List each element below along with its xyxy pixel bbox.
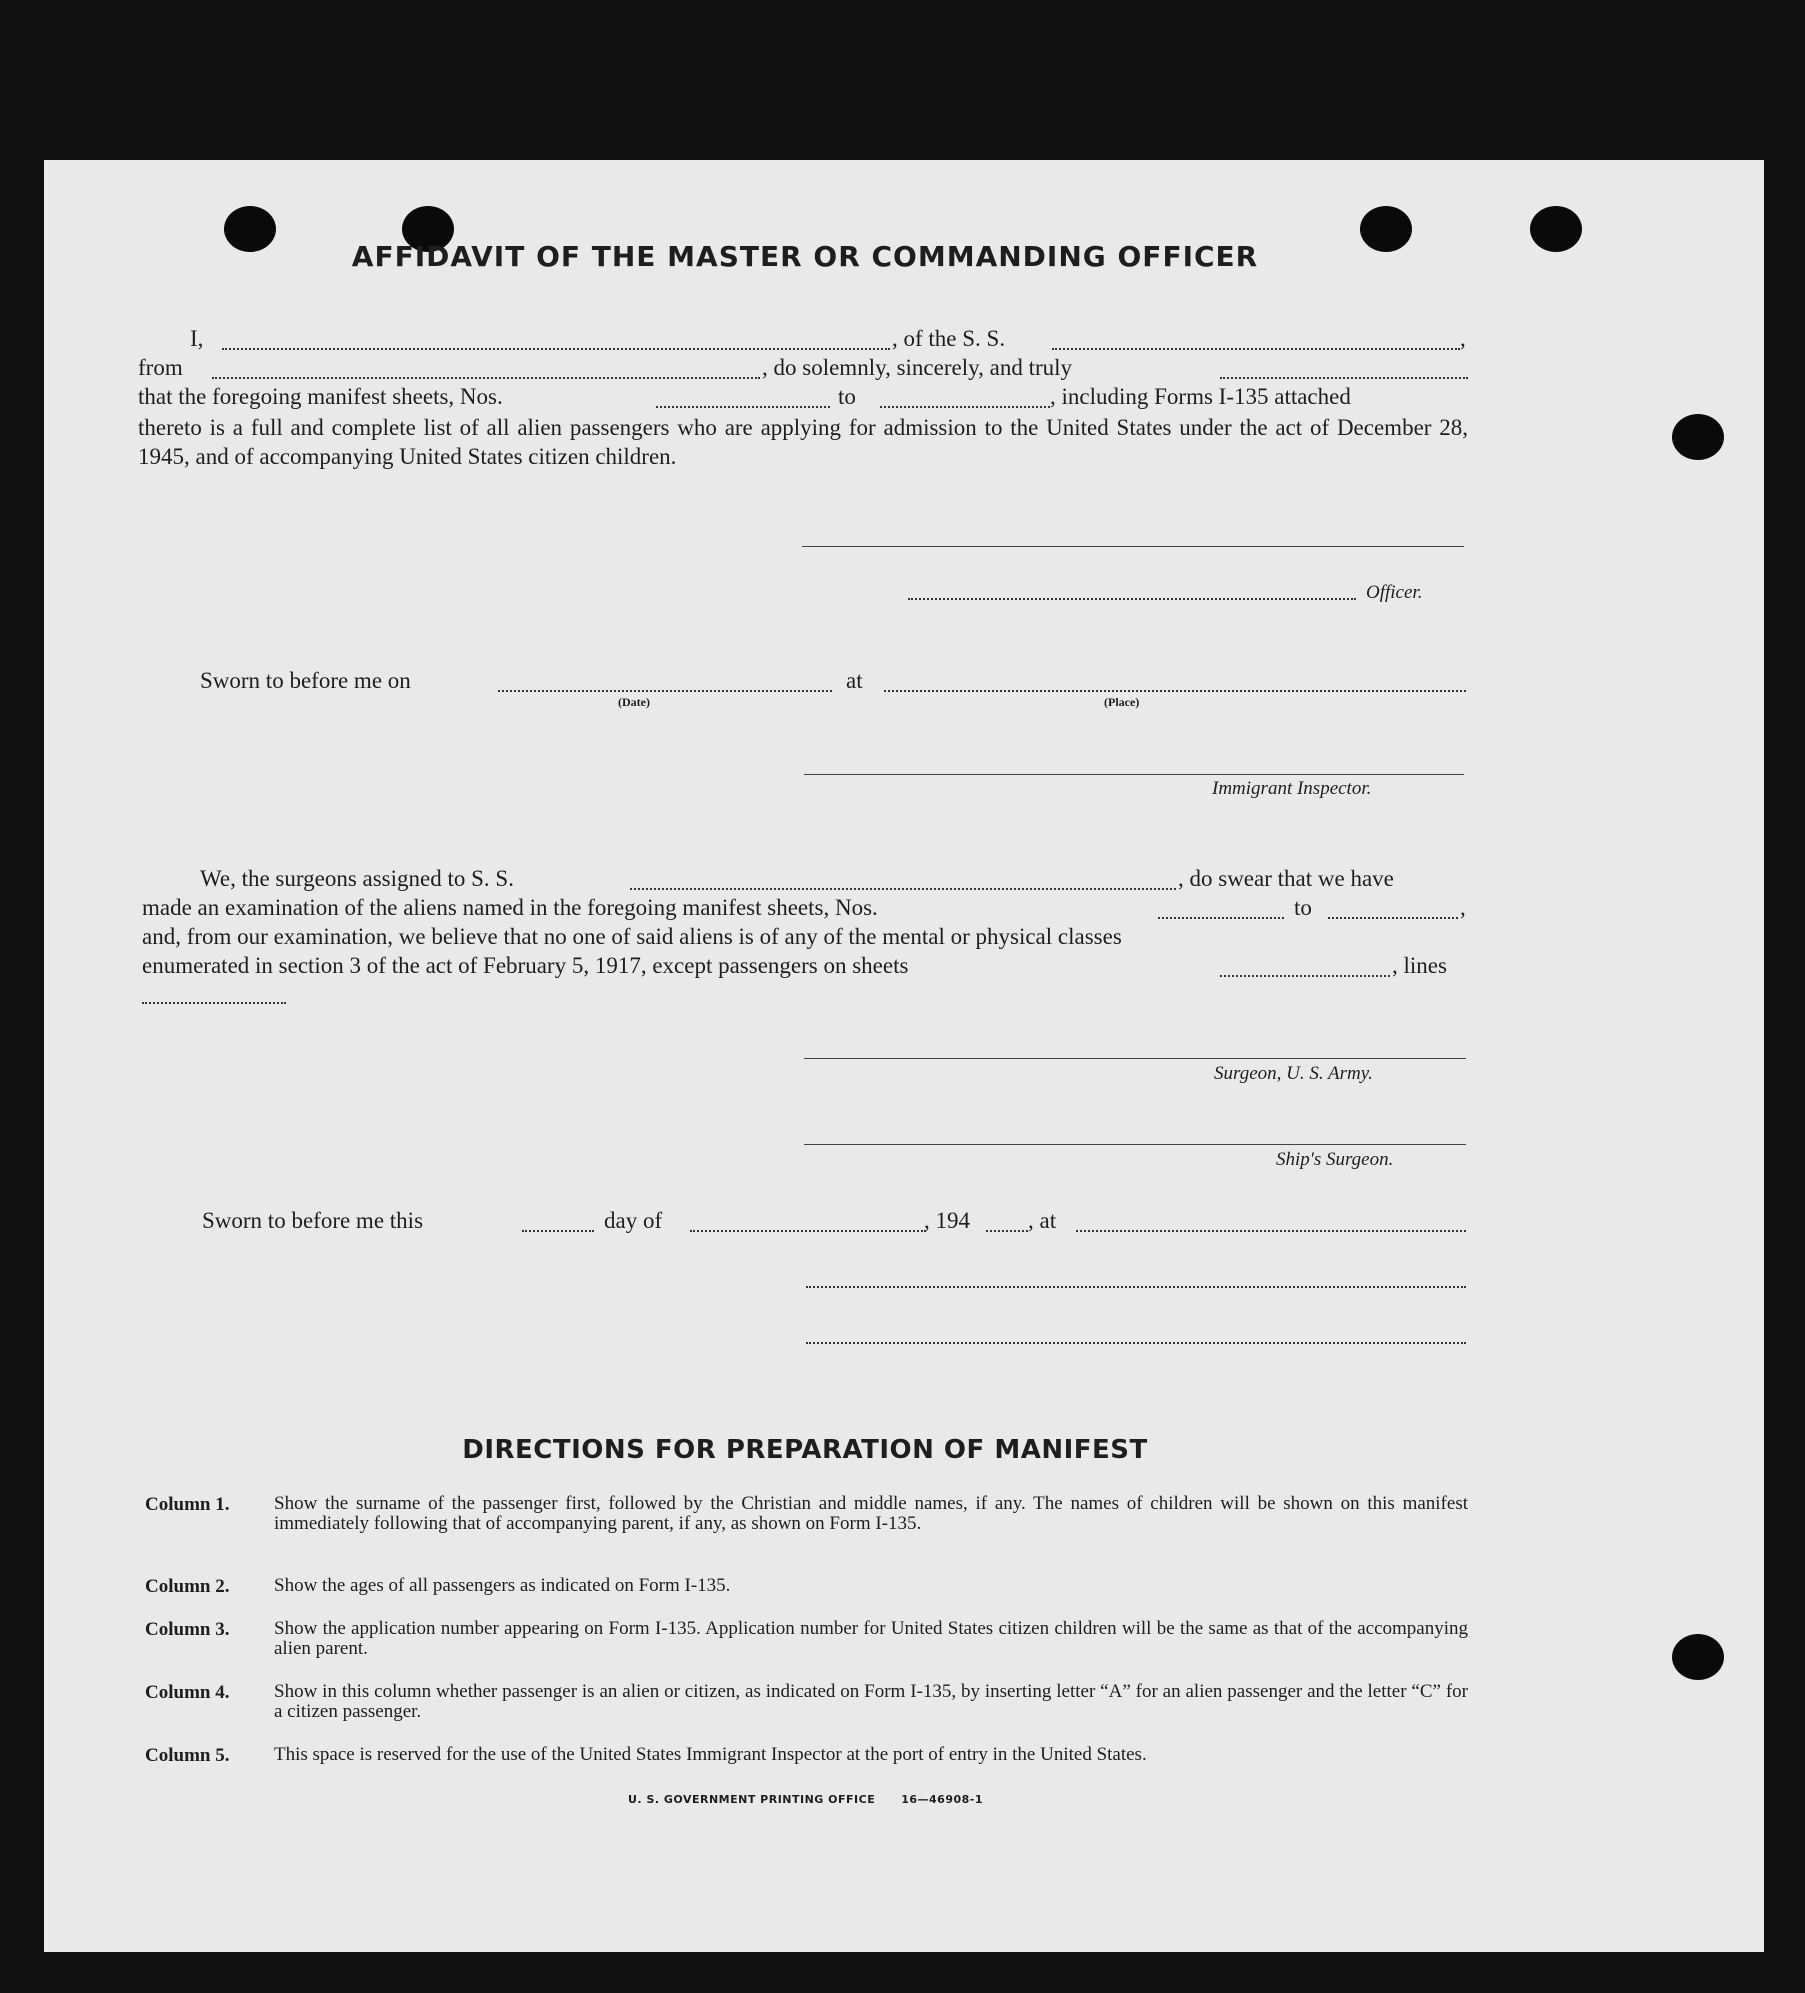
column-4-text: Show in this column whether passenger is an alien or citizen, as indicated on Form I-135, by inserting letter “A” for an alien passenger and the letter “C” for a citizen passenger. [274, 1681, 1468, 1722]
surgeons-swear: , do swear that we have [1178, 866, 1394, 891]
surgeons-lines: , lines [1392, 953, 1447, 978]
except-sheets-blank [1220, 975, 1390, 977]
army-surgeon-label: Surgeon, U. S. Army. [1214, 1063, 1373, 1084]
sworn2-at: , at [1028, 1208, 1057, 1233]
signature-line-4 [806, 1342, 1466, 1344]
sworn-text: Sworn to before me on [200, 668, 411, 693]
ship-blank [1052, 348, 1460, 350]
sworn2-text: Sworn to before me this [202, 1208, 424, 1233]
surgeons-comma: , [1460, 895, 1466, 920]
column-2-label: Column 2. [145, 1576, 230, 1597]
punch-hole [1672, 1634, 1724, 1680]
inspector-label: Immigrant Inspector. [1212, 778, 1372, 799]
directions-title: DIRECTIONS FOR PREPARATION OF MANIFEST [462, 1435, 1148, 1465]
affidavit-including: , including Forms I-135 attached [1050, 384, 1351, 409]
surgeon-ship-blank [630, 888, 1176, 890]
place-label: (Place) [1104, 695, 1140, 709]
sworn-at: at [846, 668, 863, 693]
affidavit-solemnly: , do solemnly, sincerely, and truly [762, 355, 1073, 380]
surgeon-to-blank [1328, 917, 1458, 919]
lines-blank [142, 1002, 286, 1004]
printer-footer [628, 1793, 983, 1806]
affidavit-comma: , [1460, 326, 1466, 351]
officer-label: Officer. [1366, 582, 1423, 603]
officer-signature-line [802, 546, 1464, 547]
form-code: 16—46908-1 [901, 1793, 983, 1806]
officer-title-line [908, 598, 1356, 600]
affidavit-title: AFFIDAVIT OF THE MASTER OR COMMANDING OFFICER [351, 240, 1259, 273]
inspector-signature-line [804, 774, 1464, 775]
day-blank [522, 1230, 594, 1232]
affidavit-i: I, [190, 326, 204, 351]
affidavit-body: thereto is a full and complete list of all alien passengers who are applying for admission to the United States under the act of December 28, 1945, and of accompanying United States citizen children. [138, 415, 1468, 469]
swear-blank [1220, 377, 1468, 379]
place-blank [884, 690, 1466, 692]
date-label: (Date) [618, 695, 650, 709]
surgeon-sheets-blank [1158, 917, 1284, 919]
signature-line-3 [806, 1286, 1466, 1288]
affidavit-of-ss: , of the S. S. [892, 326, 1006, 351]
surgeons-line2: made an examination of the aliens named in the foregoing manifest sheets, Nos. [142, 895, 878, 920]
column-5-text: This space is reserved for the use of the United States Immigrant Inspector at the port of entry in the United States. [274, 1744, 1147, 1765]
column-3-label: Column 3. [145, 1619, 230, 1640]
surgeons-to: to [1294, 895, 1312, 920]
surgeons-line4: enumerated in section 3 of the act of February 5, 1917, except passengers on sheets [142, 953, 909, 978]
year-blank [986, 1230, 1028, 1232]
from-blank [212, 377, 760, 379]
sworn2-day-of: day of [604, 1208, 663, 1233]
ship-surgeon-label: Ship's Surgeon. [1276, 1149, 1394, 1170]
sheets-to-blank [880, 406, 1050, 408]
column-3-text: Show the application number appearing on Form I-135. Application number for United States citizen children will be the same as that of the accompanying alien parent. [274, 1618, 1468, 1659]
column-2-text: Show the ages of all passengers as indicated on Form I-135. [274, 1575, 731, 1596]
name-blank [222, 348, 890, 350]
affidavit-sheets: that the foregoing manifest sheets, Nos. [138, 384, 503, 409]
column-1-label: Column 1. [145, 1494, 230, 1515]
affidavit-from: from [138, 355, 183, 380]
column-1-text: Show the surname of the passenger first, followed by the Christian and middle names, if any. The names of children will be shown on this manifest immediately following that of accompanying parent, if any, as shown on Form I-135. [274, 1493, 1468, 1534]
month-blank [690, 1230, 926, 1232]
army-surgeon-signature-line [804, 1058, 1466, 1059]
column-5-label: Column 5. [145, 1745, 230, 1766]
surgeons-line3: and, from our examination, we believe that no one of said aliens is of any of the mental or physical classes [142, 924, 1122, 949]
printer-name: U. S. GOVERNMENT PRINTING OFFICE [628, 1793, 876, 1806]
punch-hole [1672, 414, 1724, 460]
affidavit-to: to [838, 384, 856, 409]
surgeons-line1: We, the surgeons assigned to S. S. [200, 866, 514, 891]
column-4-label: Column 4. [145, 1682, 230, 1703]
sworn2-place-blank [1076, 1230, 1466, 1232]
sworn2-year: , 194 [924, 1208, 970, 1233]
sheets-from-blank [656, 406, 830, 408]
date-blank [498, 690, 832, 692]
ship-surgeon-signature-line [804, 1144, 1466, 1145]
